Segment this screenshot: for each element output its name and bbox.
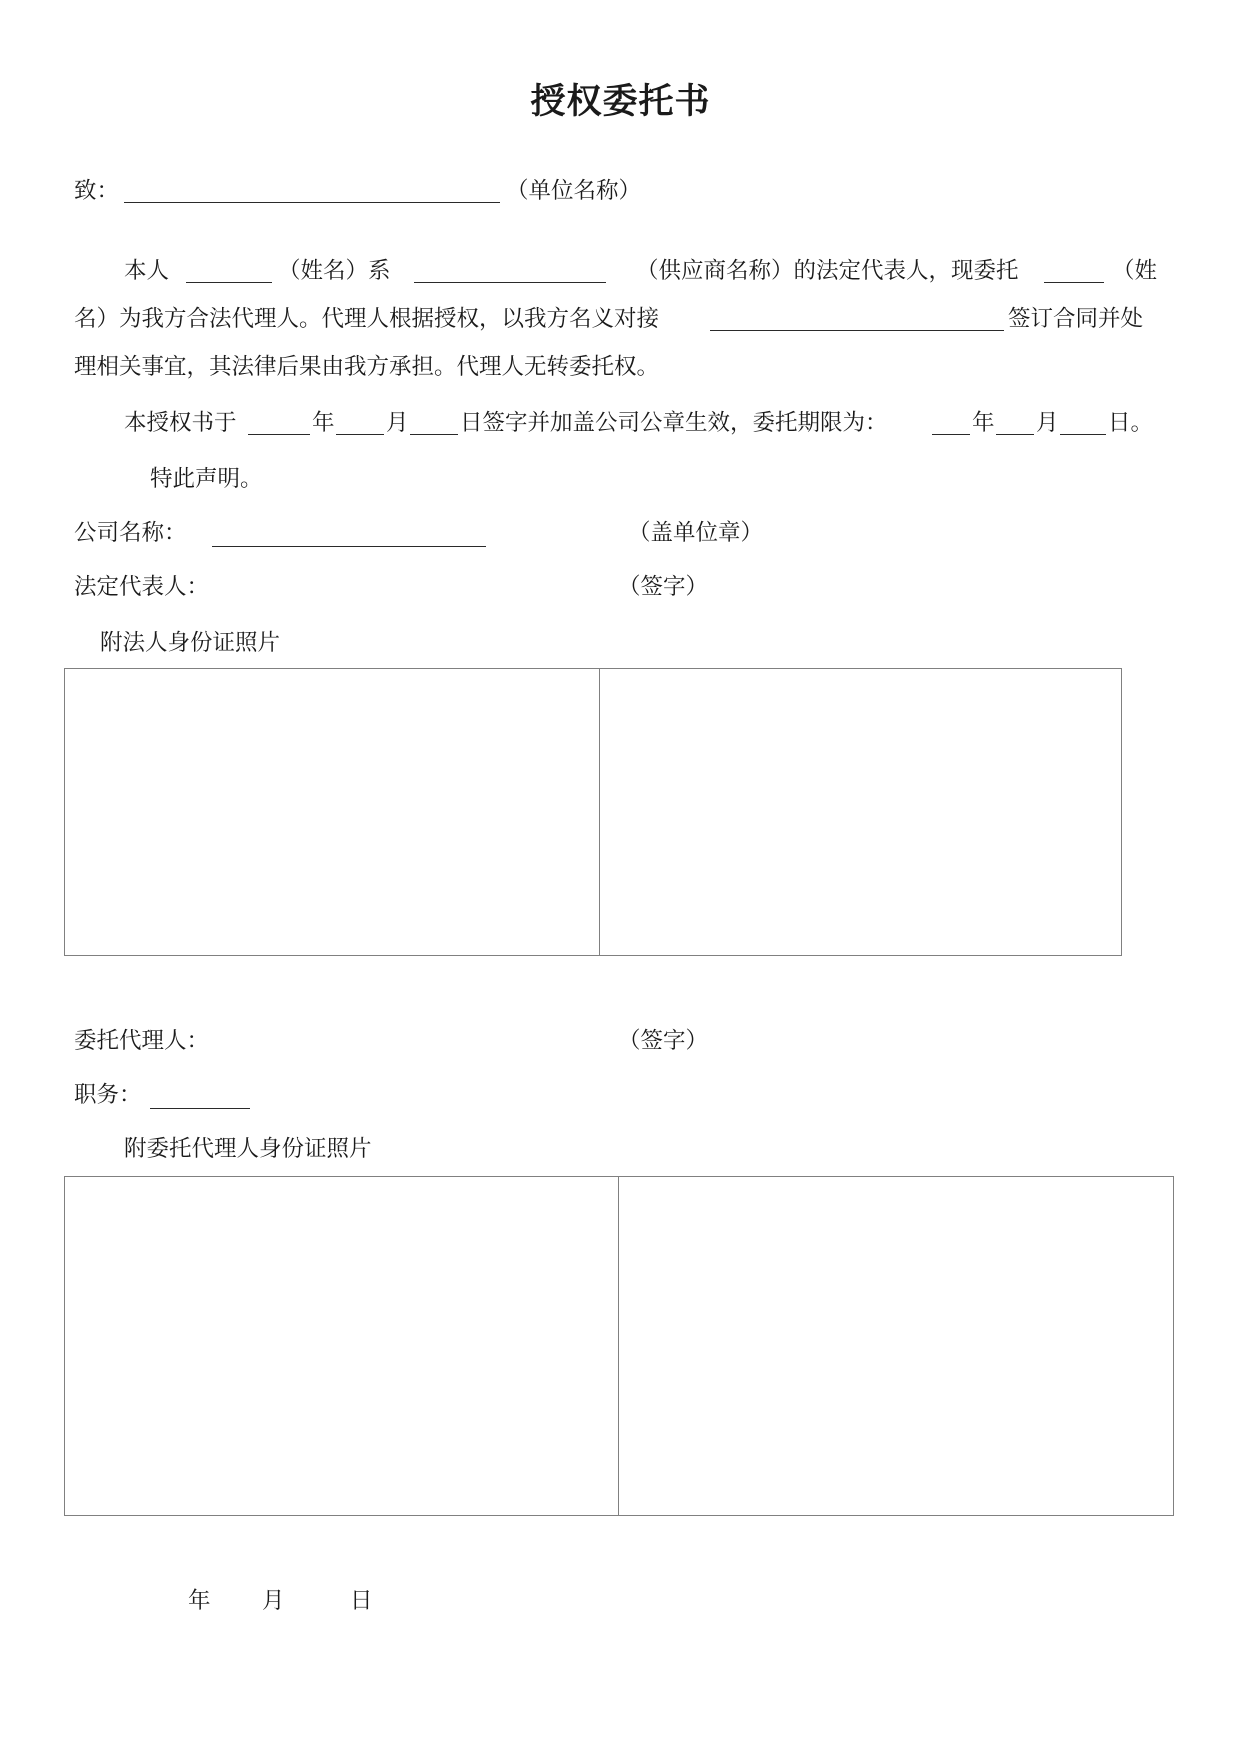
position-blank[interactable] <box>150 1108 250 1109</box>
p2-text-g: 日。 <box>1108 410 1154 436</box>
agent-name-blank[interactable] <box>1044 282 1104 283</box>
p1-text-c: （供应商名称）的法定代表人，现委托 <box>636 258 1019 284</box>
p2-text-b: 年 <box>312 410 335 436</box>
p1-text-e: 名）为我方合法代理人。代理人根据授权，以我方名义对接 <box>74 306 660 332</box>
p2-text-d: 日签字并加盖公司公章生效，委托期限为： <box>460 410 888 436</box>
sign-year-blank[interactable] <box>248 434 310 435</box>
term-year-blank[interactable] <box>932 434 970 435</box>
p2-text-a: 本授权书于 <box>124 410 237 436</box>
agent-id-photo-box <box>64 1176 1174 1516</box>
sign-month-blank[interactable] <box>336 434 384 435</box>
document-title: 授权委托书 <box>530 81 711 122</box>
legal-rep-id-label: 附法人身份证照片 <box>100 630 281 656</box>
declaration: 特此声明。 <box>150 466 263 492</box>
legal-rep-sign-hint: （签字） <box>618 574 709 600</box>
legal-rep-label: 法定代表人： <box>74 574 210 600</box>
to-label: 致： <box>74 178 120 204</box>
company-seal-hint: （盖单位章） <box>628 520 764 546</box>
agent-label: 委托代理人： <box>74 1028 210 1054</box>
footer-day: 日 <box>350 1588 373 1614</box>
supplier-name-blank[interactable] <box>414 282 606 283</box>
company-label: 公司名称： <box>74 520 187 546</box>
term-month-blank[interactable] <box>996 434 1034 435</box>
p1-text-a: 本人 <box>124 258 170 284</box>
position-label: 职务： <box>74 1082 142 1108</box>
p2-text-e: 年 <box>972 410 995 436</box>
term-day-blank[interactable] <box>1060 434 1106 435</box>
footer-year: 年 <box>188 1588 211 1614</box>
p2-text-f: 月 <box>1036 410 1059 436</box>
p1-text-b: （姓名）系 <box>278 258 391 284</box>
company-name-blank[interactable] <box>212 546 486 547</box>
p1-text-f: 签订合同并处 <box>1008 306 1144 332</box>
unit-name-blank[interactable] <box>124 202 500 203</box>
sign-day-blank[interactable] <box>410 434 458 435</box>
agent-sign-hint: （签字） <box>618 1028 709 1054</box>
p1-text-d: （姓 <box>1112 258 1158 284</box>
footer-month: 月 <box>262 1588 285 1614</box>
p2-text-c: 月 <box>386 410 409 436</box>
id-box-divider <box>618 1177 619 1515</box>
counterparty-blank[interactable] <box>710 330 1004 331</box>
p1-text-g: 理相关事宜，其法律后果由我方承担。代理人无转委托权。 <box>74 354 660 380</box>
legal-rep-id-photo-box <box>64 668 1122 956</box>
unit-name-hint: （单位名称） <box>506 178 642 204</box>
id-box-divider <box>599 669 600 955</box>
legal-rep-name-blank[interactable] <box>186 282 272 283</box>
agent-id-label: 附委托代理人身份证照片 <box>124 1136 372 1162</box>
